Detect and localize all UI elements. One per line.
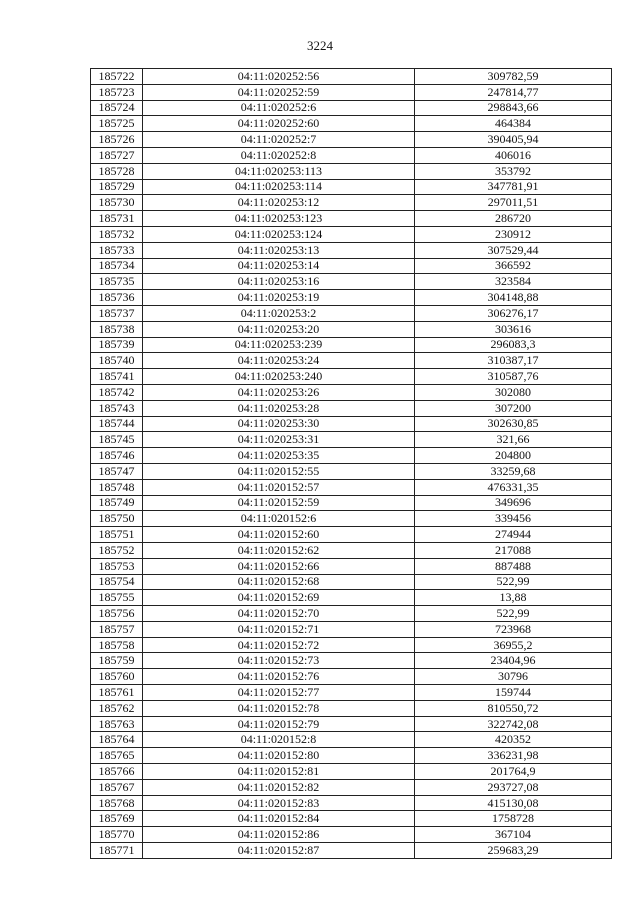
table-row [91,242,612,258]
table-row [91,305,612,321]
cadastral-number-cell: 04:11:020152:73 [143,653,415,669]
table-row [91,463,612,479]
table-row [91,653,612,669]
table-row [91,211,612,227]
cadastral-number-cell: 04:11:020152:84 [143,811,415,827]
cadastral-value-cell: 247814,77 [415,84,612,100]
cadastral-value-cell: 723968 [415,621,612,637]
cadastral-value-cell: 309782,59 [415,69,612,85]
cadastral-value-cell: 415130,08 [415,795,612,811]
row-number-cell: 185748 [91,479,143,495]
cadastral-value-cell: 296083,3 [415,337,612,353]
cadastral-value-cell: 310587,76 [415,369,612,385]
row-number-cell: 185728 [91,163,143,179]
cadastral-value-cell: 321,66 [415,432,612,448]
cadastral-number-cell: 04:11:020152:69 [143,590,415,606]
row-number-cell: 185744 [91,416,143,432]
row-number-cell: 185724 [91,100,143,116]
row-number-cell: 185736 [91,290,143,306]
row-number-cell: 185726 [91,132,143,148]
table-row [91,732,612,748]
row-number-cell: 185761 [91,685,143,701]
table-row [91,495,612,511]
cadastral-value-cell: 302630,85 [415,416,612,432]
cadastral-number-cell: 04:11:020253:28 [143,400,415,416]
table-row [91,226,612,242]
table-row [91,716,612,732]
cadastral-number-cell: 04:11:020152:60 [143,527,415,543]
cadastral-number-cell: 04:11:020152:55 [143,463,415,479]
cadastral-number-cell: 04:11:020252:59 [143,84,415,100]
cadastral-number-cell: 04:11:020152:6 [143,511,415,527]
cadastral-number-cell: 04:11:020253:240 [143,369,415,385]
table-row [91,700,612,716]
cadastral-number-cell: 04:11:020152:81 [143,764,415,780]
row-number-cell: 185752 [91,542,143,558]
cadastral-value-cell: 159744 [415,685,612,701]
row-number-cell: 185738 [91,321,143,337]
cadastral-value-cell: 306276,17 [415,305,612,321]
row-number-cell: 185768 [91,795,143,811]
cadastral-number-cell: 04:11:020253:114 [143,179,415,195]
table-row [91,542,612,558]
table-row [91,511,612,527]
cadastral-value-cell: 353792 [415,163,612,179]
table-row [91,621,612,637]
row-number-cell: 185757 [91,621,143,637]
cadastral-number-cell: 04:11:020253:24 [143,353,415,369]
cadastral-value-cell: 33259,68 [415,463,612,479]
cadastral-value-cell: 298843,66 [415,100,612,116]
cadastral-value-cell: 347781,91 [415,179,612,195]
table-row [91,669,612,685]
row-number-cell: 185742 [91,384,143,400]
row-number-cell: 185769 [91,811,143,827]
cadastral-number-cell: 04:11:020252:56 [143,69,415,85]
cadastral-value-cell: 286720 [415,211,612,227]
registry-table-body [91,69,612,859]
row-number-cell: 185749 [91,495,143,511]
cadastral-number-cell: 04:11:020253:14 [143,258,415,274]
cadastral-number-cell: 04:11:020152:62 [143,542,415,558]
table-row [91,337,612,353]
row-number-cell: 185756 [91,606,143,622]
registry-table [90,68,612,859]
table-row [91,384,612,400]
row-number-cell: 185743 [91,400,143,416]
row-number-cell: 185737 [91,305,143,321]
cadastral-value-cell: 366592 [415,258,612,274]
cadastral-number-cell: 04:11:020152:82 [143,779,415,795]
cadastral-value-cell: 13,88 [415,590,612,606]
cadastral-number-cell: 04:11:020253:123 [143,211,415,227]
cadastral-value-cell: 230912 [415,226,612,242]
cadastral-number-cell: 04:11:020152:83 [143,795,415,811]
table-row [91,416,612,432]
cadastral-number-cell: 04:11:020152:80 [143,748,415,764]
page-number: 3224 [307,38,333,53]
row-number-cell: 185722 [91,69,143,85]
row-number-cell: 185740 [91,353,143,369]
table-row [91,590,612,606]
row-number-cell: 185766 [91,764,143,780]
row-number-cell: 185733 [91,242,143,258]
cadastral-number-cell: 04:11:020152:86 [143,827,415,843]
table-row [91,527,612,543]
row-number-cell: 185754 [91,574,143,590]
cadastral-number-cell: 04:11:020152:70 [143,606,415,622]
cadastral-value-cell: 303616 [415,321,612,337]
cadastral-number-cell: 04:11:020152:59 [143,495,415,511]
cadastral-value-cell: 274944 [415,527,612,543]
row-number-cell: 185771 [91,843,143,859]
cadastral-number-cell: 04:11:020253:2 [143,305,415,321]
row-number-cell: 185729 [91,179,143,195]
cadastral-value-cell: 522,99 [415,574,612,590]
cadastral-number-cell: 04:11:020252:7 [143,132,415,148]
cadastral-number-cell: 04:11:020253:35 [143,448,415,464]
cadastral-value-cell: 339456 [415,511,612,527]
table-row [91,637,612,653]
row-number-cell: 185745 [91,432,143,448]
row-number-cell: 185735 [91,274,143,290]
table-row [91,432,612,448]
cadastral-number-cell: 04:11:020252:60 [143,116,415,132]
cadastral-value-cell: 204800 [415,448,612,464]
cadastral-value-cell: 406016 [415,147,612,163]
row-number-cell: 185739 [91,337,143,353]
cadastral-value-cell: 304148,88 [415,290,612,306]
table-row [91,795,612,811]
row-number-cell: 185725 [91,116,143,132]
cadastral-number-cell: 04:11:020253:20 [143,321,415,337]
cadastral-number-cell: 04:11:020253:26 [143,384,415,400]
cadastral-value-cell: 336231,98 [415,748,612,764]
cadastral-number-cell: 04:11:020152:66 [143,558,415,574]
cadastral-number-cell: 04:11:020253:113 [143,163,415,179]
row-number-cell: 185732 [91,226,143,242]
cadastral-number-cell: 04:11:020253:30 [143,416,415,432]
cadastral-value-cell: 310387,17 [415,353,612,369]
row-number-cell: 185746 [91,448,143,464]
cadastral-value-cell: 307529,44 [415,242,612,258]
cadastral-number-cell: 04:11:020253:16 [143,274,415,290]
cadastral-value-cell: 307200 [415,400,612,416]
cadastral-value-cell: 322742,08 [415,716,612,732]
row-number-cell: 185762 [91,700,143,716]
table-row [91,69,612,85]
cadastral-number-cell: 04:11:020253:12 [143,195,415,211]
row-number-cell: 185764 [91,732,143,748]
table-row [91,448,612,464]
cadastral-value-cell: 810550,72 [415,700,612,716]
table-row [91,179,612,195]
cadastral-number-cell: 04:11:020152:8 [143,732,415,748]
row-number-cell: 185750 [91,511,143,527]
cadastral-value-cell: 464384 [415,116,612,132]
table-row [91,843,612,859]
cadastral-number-cell: 04:11:020253:124 [143,226,415,242]
cadastral-number-cell: 04:11:020152:57 [143,479,415,495]
row-number-cell: 185741 [91,369,143,385]
cadastral-number-cell: 04:11:020152:72 [143,637,415,653]
table-row [91,811,612,827]
cadastral-value-cell: 201764,9 [415,764,612,780]
row-number-cell: 185723 [91,84,143,100]
cadastral-value-cell: 1758728 [415,811,612,827]
cadastral-value-cell: 323584 [415,274,612,290]
table-row [91,400,612,416]
row-number-cell: 185731 [91,211,143,227]
table-row [91,479,612,495]
row-number-cell: 185770 [91,827,143,843]
cadastral-value-cell: 349696 [415,495,612,511]
row-number-cell: 185747 [91,463,143,479]
cadastral-number-cell: 04:11:020152:87 [143,843,415,859]
cadastral-number-cell: 04:11:020152:78 [143,700,415,716]
cadastral-number-cell: 04:11:020152:71 [143,621,415,637]
row-number-cell: 185755 [91,590,143,606]
cadastral-value-cell: 36955,2 [415,637,612,653]
table-row [91,163,612,179]
table-row [91,132,612,148]
row-number-cell: 185767 [91,779,143,795]
cadastral-value-cell: 367104 [415,827,612,843]
table-row [91,195,612,211]
cadastral-value-cell: 302080 [415,384,612,400]
cadastral-value-cell: 420352 [415,732,612,748]
cadastral-value-cell: 259683,29 [415,843,612,859]
cadastral-number-cell: 04:11:020252:8 [143,147,415,163]
cadastral-value-cell: 887488 [415,558,612,574]
row-number-cell: 185751 [91,527,143,543]
table-row [91,100,612,116]
table-row [91,147,612,163]
cadastral-number-cell: 04:11:020152:79 [143,716,415,732]
row-number-cell: 185763 [91,716,143,732]
row-number-cell: 185730 [91,195,143,211]
cadastral-value-cell: 23404,96 [415,653,612,669]
table-row [91,353,612,369]
table-row [91,827,612,843]
cadastral-number-cell: 04:11:020253:31 [143,432,415,448]
table-row [91,764,612,780]
cadastral-value-cell: 30796 [415,669,612,685]
cadastral-number-cell: 04:11:020253:239 [143,337,415,353]
table-row [91,685,612,701]
row-number-cell: 185758 [91,637,143,653]
table-row [91,321,612,337]
row-number-cell: 185760 [91,669,143,685]
cadastral-value-cell: 522,99 [415,606,612,622]
cadastral-number-cell: 04:11:020252:6 [143,100,415,116]
table-row [91,84,612,100]
cadastral-value-cell: 293727,08 [415,779,612,795]
table-row [91,290,612,306]
table-row [91,116,612,132]
row-number-cell: 185765 [91,748,143,764]
row-number-cell: 185753 [91,558,143,574]
table-row [91,606,612,622]
row-number-cell: 185759 [91,653,143,669]
table-row [91,574,612,590]
cadastral-number-cell: 04:11:020152:77 [143,685,415,701]
cadastral-number-cell: 04:11:020253:13 [143,242,415,258]
cadastral-number-cell: 04:11:020152:76 [143,669,415,685]
table-row [91,779,612,795]
table-row [91,369,612,385]
row-number-cell: 185734 [91,258,143,274]
table-row [91,258,612,274]
cadastral-number-cell: 04:11:020152:68 [143,574,415,590]
table-row [91,274,612,290]
cadastral-number-cell: 04:11:020253:19 [143,290,415,306]
table-row [91,558,612,574]
cadastral-value-cell: 297011,51 [415,195,612,211]
row-number-cell: 185727 [91,147,143,163]
cadastral-value-cell: 217088 [415,542,612,558]
table-row [91,748,612,764]
cadastral-value-cell: 390405,94 [415,132,612,148]
cadastral-value-cell: 476331,35 [415,479,612,495]
